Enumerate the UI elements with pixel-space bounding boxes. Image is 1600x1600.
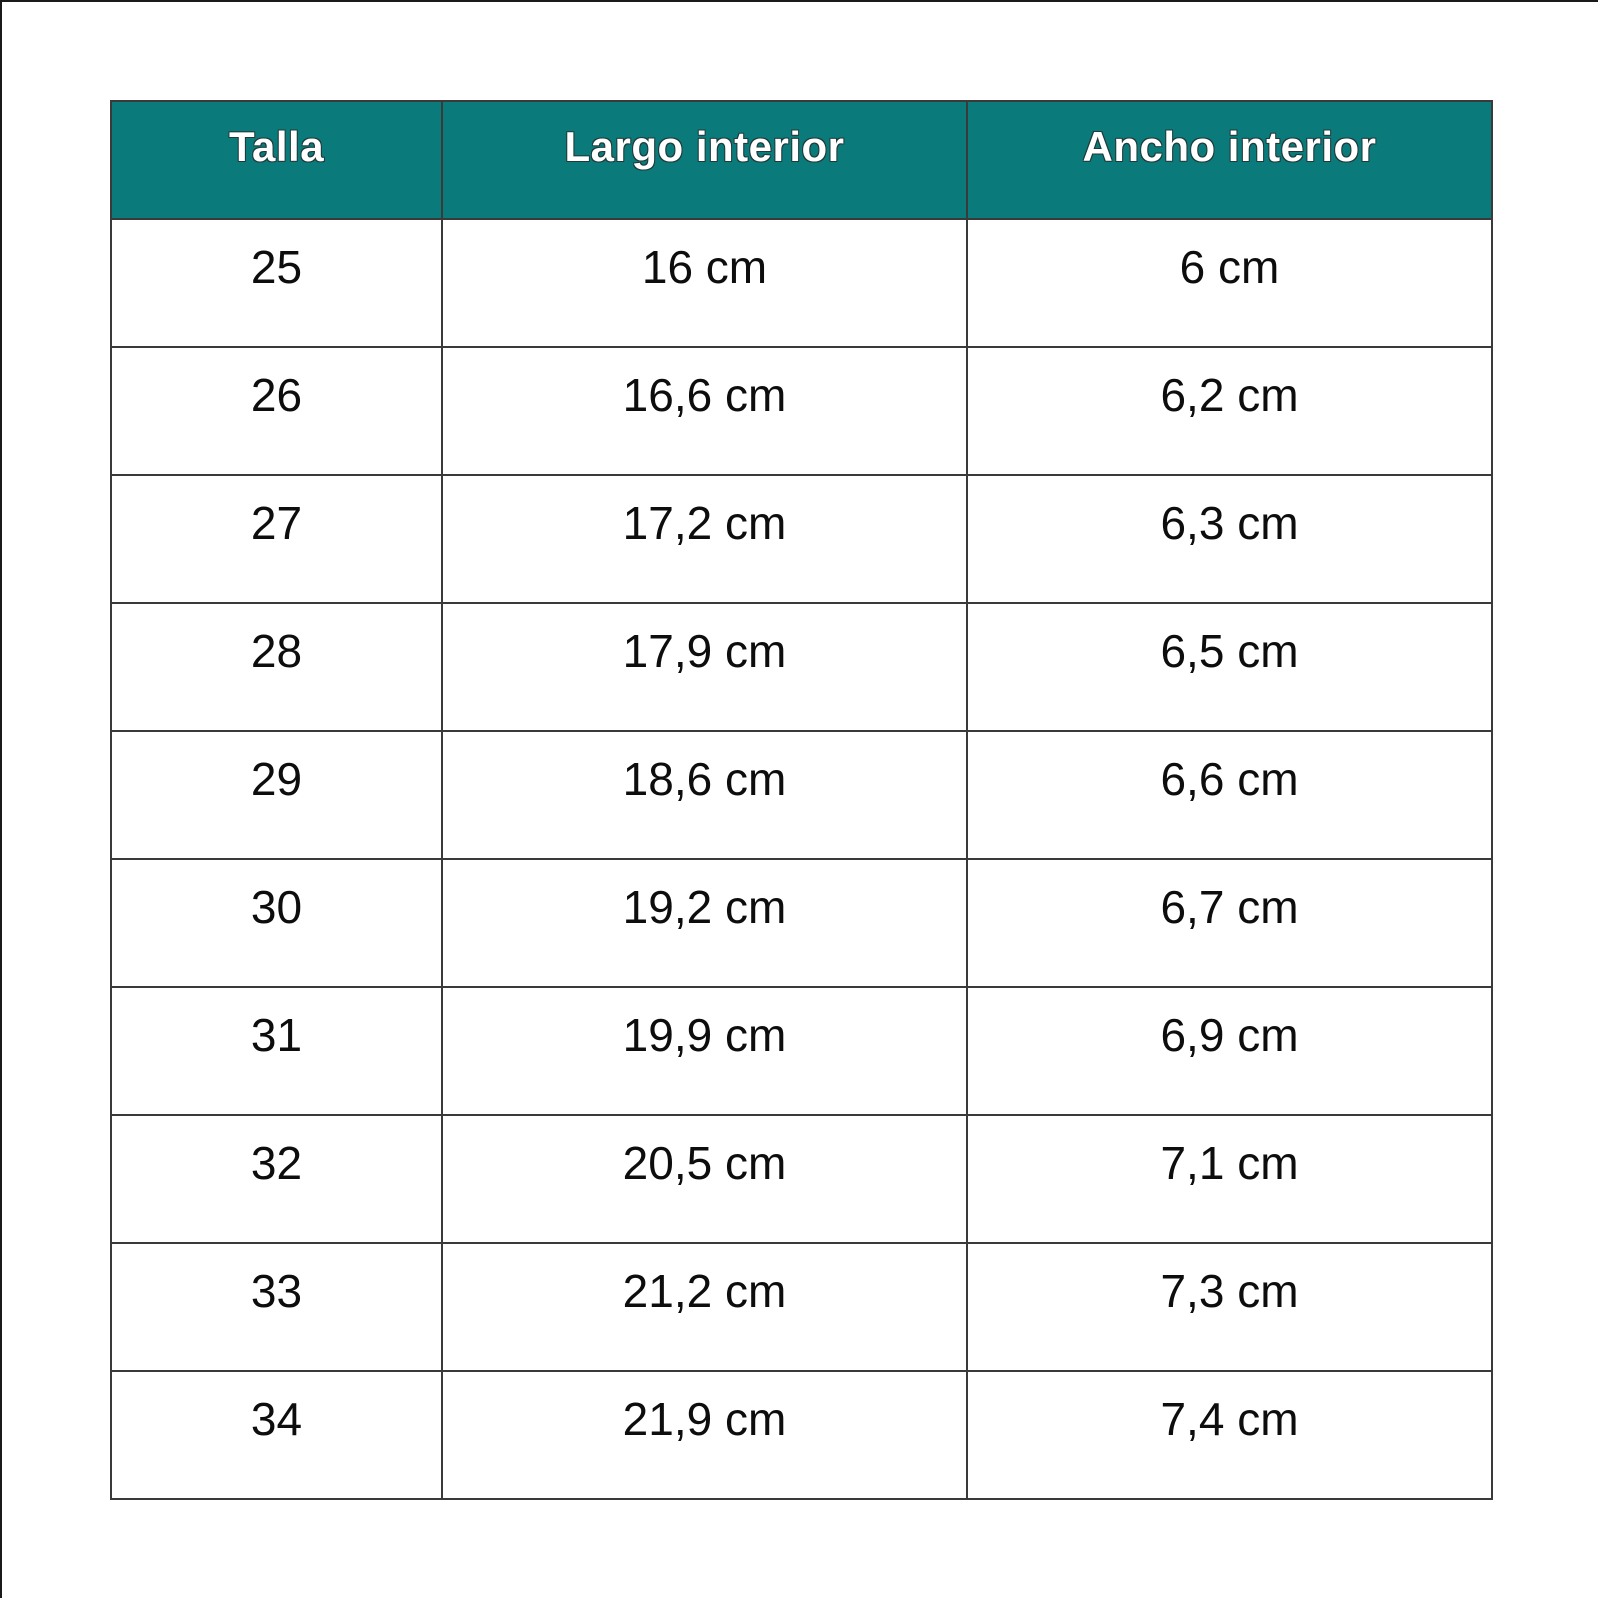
cell-largo: 16,6 cm <box>442 347 967 475</box>
cell-largo: 17,9 cm <box>442 603 967 731</box>
header-largo-interior: Largo interior <box>442 101 967 219</box>
table-row <box>111 859 1492 987</box>
cell-largo: 21,9 cm <box>442 1371 967 1499</box>
table-row <box>111 219 1492 347</box>
cell-largo: 19,9 cm <box>442 987 967 1115</box>
cell-largo: 19,2 cm <box>442 859 967 987</box>
cell-ancho: 6,9 cm <box>967 987 1492 1115</box>
cell-largo: 17,2 cm <box>442 475 967 603</box>
cell-ancho: 6,5 cm <box>967 603 1492 731</box>
cell-talla: 34 <box>111 1371 442 1499</box>
cell-ancho: 6 cm <box>967 219 1492 347</box>
table-row <box>111 1115 1492 1243</box>
cell-talla: 33 <box>111 1243 442 1371</box>
table-body <box>111 219 1492 1499</box>
cell-ancho: 6,2 cm <box>967 347 1492 475</box>
table-row <box>111 347 1492 475</box>
cell-talla: 27 <box>111 475 442 603</box>
table-row <box>111 1371 1492 1499</box>
cell-ancho: 6,3 cm <box>967 475 1492 603</box>
cell-largo: 16 cm <box>442 219 967 347</box>
cell-largo: 21,2 cm <box>442 1243 967 1371</box>
table-row <box>111 603 1492 731</box>
cell-ancho: 6,6 cm <box>967 731 1492 859</box>
cell-talla: 25 <box>111 219 442 347</box>
table-row <box>111 731 1492 859</box>
cell-ancho: 6,7 cm <box>967 859 1492 987</box>
cell-talla: 30 <box>111 859 442 987</box>
table-row <box>111 987 1492 1115</box>
header-talla: Talla <box>111 101 442 219</box>
cell-talla: 28 <box>111 603 442 731</box>
cell-talla: 26 <box>111 347 442 475</box>
table-row <box>111 475 1492 603</box>
cell-talla: 31 <box>111 987 442 1115</box>
cell-talla: 32 <box>111 1115 442 1243</box>
header-row <box>111 101 1492 219</box>
cell-ancho: 7,3 cm <box>967 1243 1492 1371</box>
table-header <box>111 101 1492 219</box>
cell-largo: 20,5 cm <box>442 1115 967 1243</box>
header-ancho-interior: Ancho interior <box>967 101 1492 219</box>
size-chart-table <box>110 100 1493 1500</box>
table-row <box>111 1243 1492 1371</box>
cell-ancho: 7,1 cm <box>967 1115 1492 1243</box>
cell-talla: 29 <box>111 731 442 859</box>
cell-ancho: 7,4 cm <box>967 1371 1492 1499</box>
cell-largo: 18,6 cm <box>442 731 967 859</box>
